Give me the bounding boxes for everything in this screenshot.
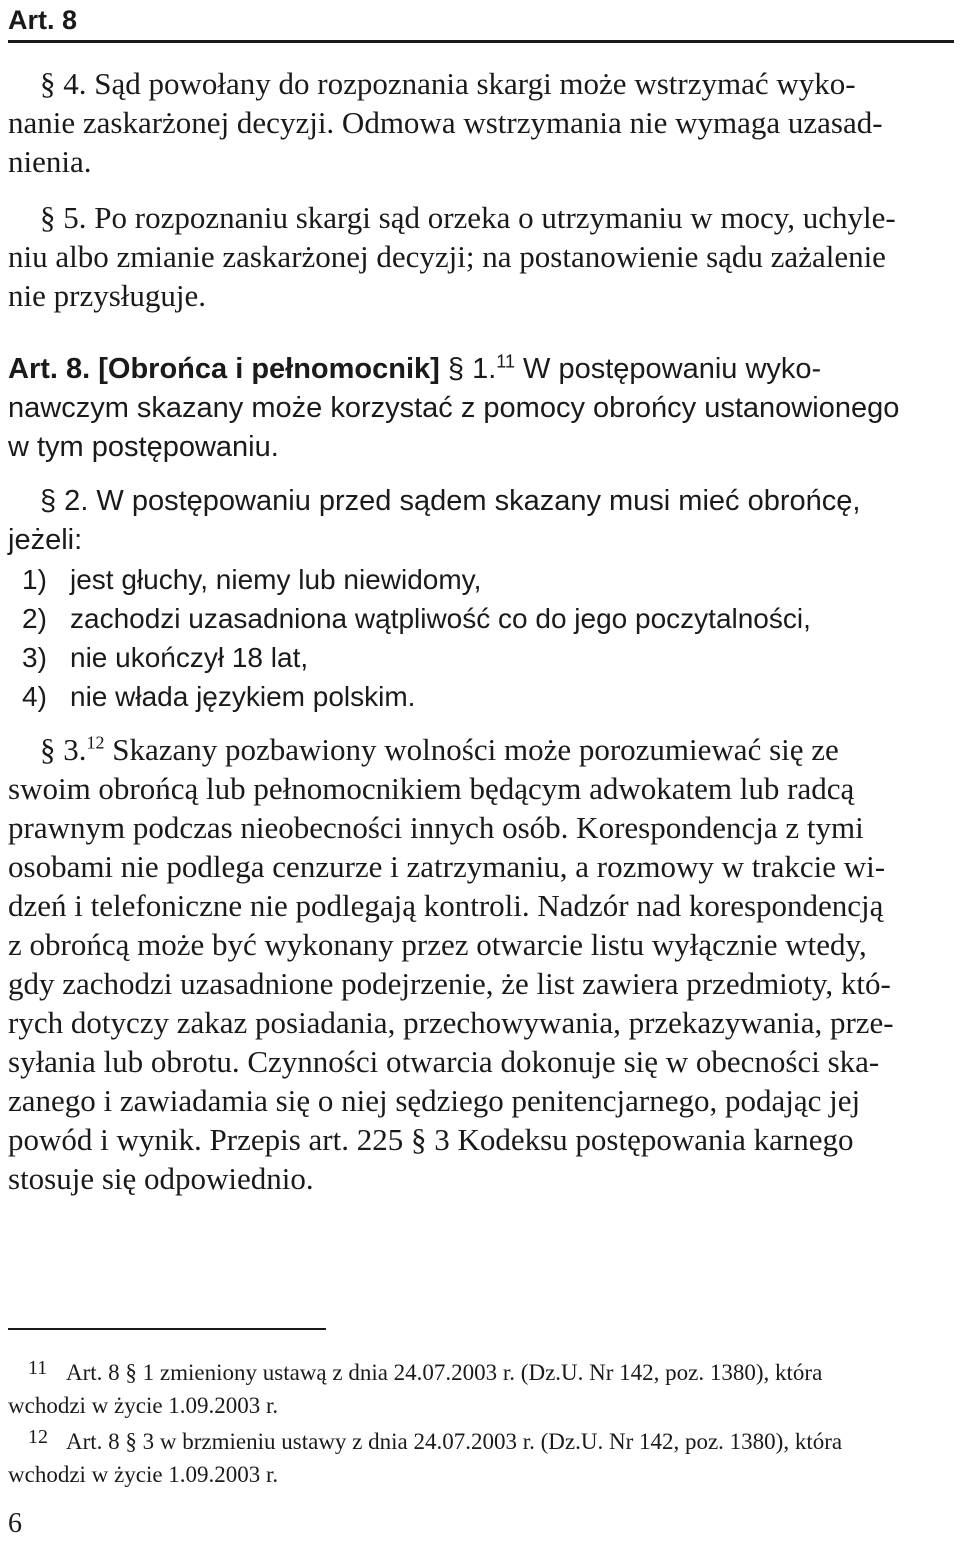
text-line: § 2. W postępowaniu przed sądem skazany musi mieć obrońcę, xyxy=(40,485,861,517)
text-line: § 5. Po rozpoznaniu skargi sąd orzeka o utrzymaniu w mocy, uchyle- xyxy=(40,200,896,235)
article-8 xyxy=(8,350,954,467)
list-item: 2) zachodzi uzasadniona wątpliwość co do jego poczytalności, xyxy=(22,603,811,634)
text-line: jeżeli: xyxy=(8,524,83,556)
paragraph-4 xyxy=(8,64,954,181)
footnote-12 xyxy=(8,1421,954,1491)
page-number: 6 xyxy=(8,1508,22,1539)
text-line: dzeń i telefoniczne nie podlegają kontroli. Nadzór nad korespondencją xyxy=(8,888,884,923)
text-line: zanego i zawiadamia się o niej sędziego penitencjarnego, podając jej xyxy=(8,1083,861,1118)
article-heading-line xyxy=(8,350,954,389)
paragraph-marker: § 3. xyxy=(40,732,87,767)
text-line: nawczym skazany może korzystać z pomocy obrońcy ustanowionego xyxy=(8,392,900,424)
paragraph-marker: § 1. xyxy=(447,353,497,385)
text-line: nie przysługuje. xyxy=(8,278,207,313)
text-line: nanie zaskarżonej decyzji. Odmowa wstrzymania nie wymaga uzasad- xyxy=(8,105,883,140)
list-item: 4) nie włada językiem polskim. xyxy=(22,681,416,712)
text-line: wchodzi w życie 1.09.2003 r. xyxy=(8,1462,279,1487)
text-line: powód i wynik. Przepis art. 225 § 3 Kodeksu postępowania karnego xyxy=(8,1122,854,1157)
article-label: Art. 8. xyxy=(8,353,91,385)
footnote-11 xyxy=(8,1352,954,1422)
text-line: rych dotyczy zakaz posiadania, przechowywania, przekazywania, prze- xyxy=(8,1005,894,1040)
text-line: § 3.12 Skazany pozbawiony wolności może porozumiewać się ze xyxy=(40,732,839,767)
paragraph-3 xyxy=(8,730,954,1198)
paragraph-5 xyxy=(8,198,954,315)
text-line: syłania lub obrotu. Czynności otwarcia dokonuje się w obecności ska- xyxy=(8,1044,880,1079)
text-line: 12 Art. 8 § 3 w brzmieniu ustawy z dnia 24.07.2003 r. (Dz.U. Nr 142, poz. 1380), która xyxy=(8,1421,954,1458)
text-line: wchodzi w życie 1.09.2003 r. xyxy=(8,1393,279,1418)
list-item: 1) jest głuchy, niemy lub niewidomy, xyxy=(22,564,482,595)
text-line: stosuje się odpowiednio. xyxy=(8,1161,314,1196)
footnote-number: 12 xyxy=(28,1426,48,1448)
footnote-divider xyxy=(8,1328,326,1330)
text-line: niu albo zmianie zaskarżonej decyzji; na postanowienie sądu zażalenie xyxy=(8,239,886,274)
page-header: Art. 8 xyxy=(8,0,954,43)
text-line: § 4. Sąd powołany do rozpoznania skargi może wstrzymać wyko- xyxy=(40,66,856,101)
text-line: gdy zachodzi uzasadnione podejrzenie, że list zawiera przedmioty, któ- xyxy=(8,966,891,1001)
text-line: osobami nie podlega cenzurze i zatrzymaniu, a rozmowy w trakcie wi- xyxy=(8,849,886,884)
footnote-ref: 11 xyxy=(496,351,515,372)
list-item: 3) nie ukończył 18 lat, xyxy=(22,642,309,673)
text-fragment: W postępowaniu wyko- xyxy=(523,353,822,385)
text-line: 11 Art. 8 § 1 zmieniony ustawą z dnia 24.07.2003 r. (Dz.U. Nr 142, poz. 1380), która xyxy=(8,1352,954,1389)
footnote-ref: 12 xyxy=(86,732,105,753)
text-line: swoim obrońcą lub pełnomocnikiem będącym adwokatem lub radcą xyxy=(8,771,855,806)
text-line: w tym postępowaniu. xyxy=(8,431,279,463)
footnote-number: 11 xyxy=(28,1357,48,1379)
paragraph-2 xyxy=(8,482,954,560)
text-line: z obrońcą może być wykonany przez otwarcie listu wyłącznie wtedy, xyxy=(8,927,867,962)
text-line: prawnym podczas nieobecności innych osób. Korespondencja z tymi xyxy=(8,810,864,845)
text-line: nienia. xyxy=(8,144,92,179)
article-title: [Obrońca i pełnomocnik] xyxy=(98,353,440,385)
